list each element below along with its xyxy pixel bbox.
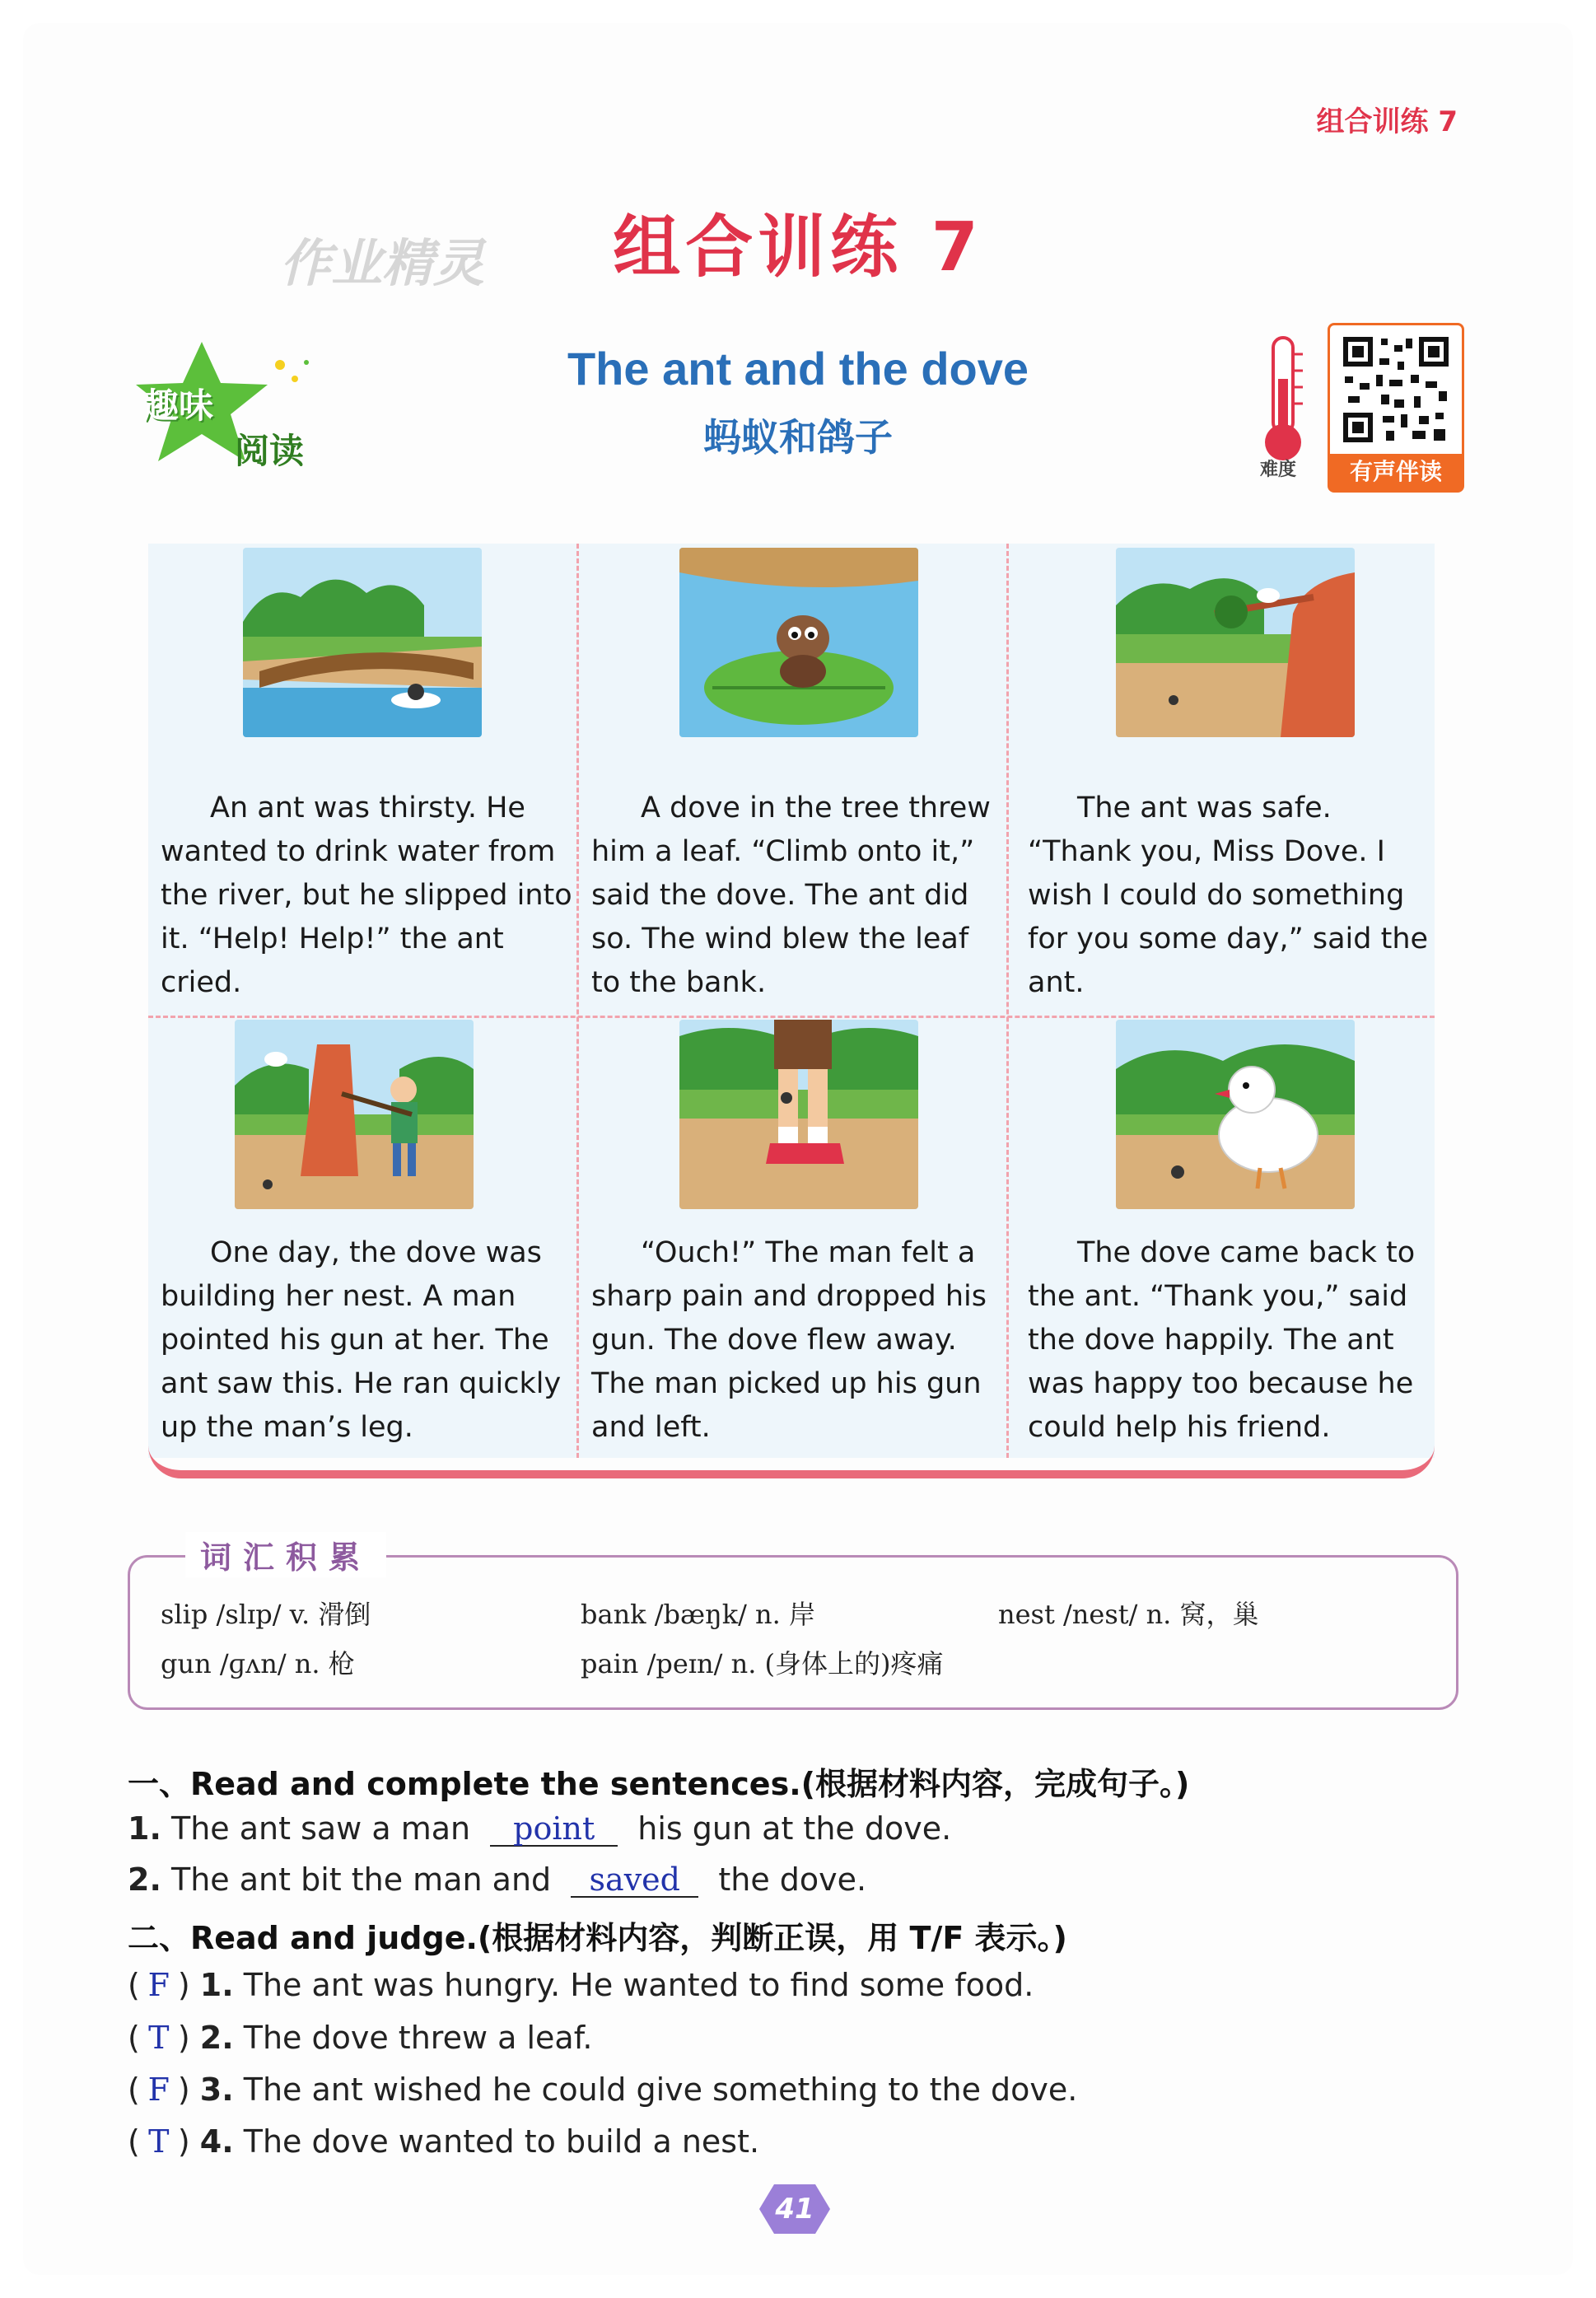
question-number: 1. <box>128 1810 161 1847</box>
answer-blank[interactable]: saved <box>571 1863 698 1898</box>
vocabulary-heading: 词汇积累 <box>185 1532 386 1577</box>
vocabulary-box <box>128 1555 1458 1710</box>
story-subtitle: 蚂蚁和鸽子 <box>703 415 893 460</box>
bracket-open: ( <box>128 2071 140 2108</box>
bracket-close: ) <box>177 2123 190 2160</box>
question-text: The dove threw a leaf. <box>243 2020 593 2056</box>
tf-answer[interactable]: F <box>147 1967 170 2003</box>
badge-label-reading: 阅读 <box>235 431 305 471</box>
question-number: 1. <box>199 1967 234 2003</box>
tf-answer[interactable]: T <box>148 2020 170 2056</box>
question-row <box>128 1810 951 1847</box>
bracket-close: ) <box>177 2071 190 2108</box>
ant-on-leaf-illustration <box>679 548 918 737</box>
difficulty-thermometer-icon <box>1258 334 1308 465</box>
question-text: his gun at the dove. <box>637 1810 952 1847</box>
watermark: 作业精灵 <box>280 233 485 293</box>
bracket-open: ( <box>128 2020 140 2056</box>
section-heading-complete: 一、Read and complete the sentences.(根据材料内容，完成句子。) <box>128 1766 1190 1802</box>
question-text: The ant bit the man and <box>170 1861 552 1898</box>
bracket-close: ) <box>177 2020 190 2056</box>
question-text: The ant wished he could give something to the dove. <box>243 2071 1078 2108</box>
story-title: The ant and the dove <box>567 343 1029 395</box>
judge-row <box>128 2123 759 2160</box>
question-number: 2. <box>199 2020 234 2056</box>
panel-divider <box>576 544 579 1458</box>
dove-thanks-ant-illustration <box>1116 1020 1355 1209</box>
section-heading-judge: 二、Read and judge.(根据材料内容，判断正误，用 T/F 表示。) <box>128 1920 1067 1956</box>
judge-row <box>128 1967 1034 2003</box>
ant-bites-man-illustration <box>679 1020 918 1209</box>
bracket-close: ) <box>177 1967 190 2003</box>
vocabulary-item: pain /peɪn/ n. (身体上的)疼痛 <box>581 1648 944 1679</box>
tf-answer[interactable]: T <box>148 2123 170 2160</box>
badge-label-fun: 趣味 <box>144 385 214 426</box>
story-panel-text: The dove came back to the ant. “Thank you,” said the dove happily. The ant was happy too because he could help his friend. <box>1028 1236 1416 1444</box>
judge-row <box>128 2020 592 2056</box>
ant-safe-dove-in-tree-illustration <box>1116 548 1355 737</box>
question-text: The ant saw a man <box>170 1810 471 1847</box>
audio-reading-label: 有声伴读 <box>1330 454 1462 490</box>
vocabulary-item: bank /bæŋk/ n. 岸 <box>581 1599 815 1630</box>
story-panel-text: An ant was thirsty. He wanted to drink water from the river, but he slipped into it. “Help! Help!” the ant cried. <box>161 792 572 999</box>
question-text: The dove wanted to build a nest. <box>243 2123 760 2160</box>
question-number: 4. <box>199 2123 234 2160</box>
page-number: 41 <box>775 2193 814 2226</box>
vocabulary-item: slip /slɪp/ v. 滑倒 <box>161 1599 371 1630</box>
man-pointing-gun-illustration <box>235 1020 474 1209</box>
story-panel-text: One day, the dove was building her nest. A man pointed his gun at her. The ant saw this. He ran quickly up the man’s leg. <box>161 1236 562 1444</box>
question-number: 3. <box>199 2071 234 2108</box>
question-text: the dove. <box>718 1861 867 1898</box>
bracket-open: ( <box>128 1967 140 2003</box>
vocabulary-item: gun /ɡʌn/ n. 枪 <box>161 1648 355 1679</box>
question-row <box>128 1861 866 1898</box>
audio-qr-code[interactable] <box>1328 323 1464 493</box>
page-title: 组合训练 7 <box>613 208 983 287</box>
qr-code-icon <box>1340 334 1452 446</box>
judge-row <box>128 2071 1077 2108</box>
panel-divider <box>148 1016 1435 1018</box>
vocabulary-item: nest /nest/ n. 窝，巢 <box>998 1599 1259 1630</box>
answer-blank[interactable]: point <box>490 1812 618 1847</box>
story-panel-text: The ant was safe. “Thank you, Miss Dove. I wish I could do something for you some day,” said the ant. <box>1028 792 1429 999</box>
bracket-open: ( <box>128 2123 140 2160</box>
corner-section-label: 组合训练 7 <box>1316 105 1458 138</box>
difficulty-label: 难度 <box>1260 460 1297 480</box>
story-panel-text: A dove in the tree threw him a leaf. “Climb onto it,” said the dove. The ant did so. The wind blew the leaf to the bank. <box>591 792 991 999</box>
ant-in-river-illustration <box>243 548 482 737</box>
question-text: The ant was hungry. He wanted to find some food. <box>243 1967 1034 2003</box>
question-number: 2. <box>128 1861 161 1898</box>
tf-answer[interactable]: F <box>147 2071 170 2108</box>
panel-divider <box>1006 544 1009 1458</box>
story-panel-text: “Ouch!” The man felt a sharp pain and dropped his gun. The dove flew away. The man picked up his gun and left. <box>591 1236 987 1444</box>
